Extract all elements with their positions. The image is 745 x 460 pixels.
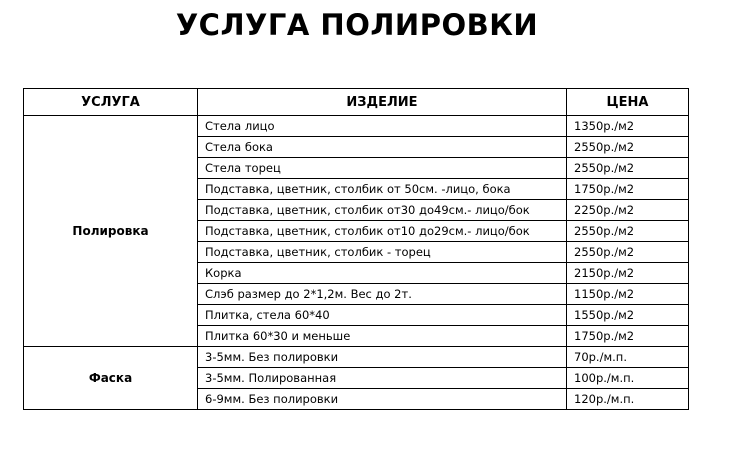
item-cell: Плитка, стела 60*40 <box>198 305 567 326</box>
price-cell: 1750р./м2 <box>567 179 689 200</box>
price-cell: 2550р./м2 <box>567 242 689 263</box>
price-cell: 70р./м.п. <box>567 347 689 368</box>
header-service: УСЛУГА <box>24 89 198 116</box>
item-cell: Подставка, цветник, столбик - торец <box>198 242 567 263</box>
item-cell: Корка <box>198 263 567 284</box>
price-cell: 1350р./м2 <box>567 116 689 137</box>
item-cell: Подставка, цветник, столбик от 50см. -лицо, бока <box>198 179 567 200</box>
price-cell: 100р./м.п. <box>567 368 689 389</box>
page-title: УСЛУГА ПОЛИРОВКИ <box>175 8 539 42</box>
table-row <box>24 116 689 137</box>
header-item: ИЗДЕЛИЕ <box>198 89 567 116</box>
price-cell: 1750р./м2 <box>567 326 689 347</box>
item-cell: Стела бока <box>198 137 567 158</box>
service-name-cell: Полировка <box>24 116 198 347</box>
item-cell: Подставка, цветник, столбик от30 до49см.- лицо/бок <box>198 200 567 221</box>
item-cell: Слэб размер до 2*1,2м. Вес до 2т. <box>198 284 567 305</box>
price-cell: 2250р./м2 <box>567 200 689 221</box>
price-cell: 120р./м.п. <box>567 389 689 410</box>
price-table-body <box>24 116 689 410</box>
price-cell: 1150р./м2 <box>567 284 689 305</box>
header-row <box>24 89 689 116</box>
item-cell: Стела торец <box>198 158 567 179</box>
item-cell: 3-5мм. Полированная <box>198 368 567 389</box>
table-row <box>24 347 689 368</box>
price-cell: 2550р./м2 <box>567 158 689 179</box>
header-price: ЦЕНА <box>567 89 689 116</box>
price-table <box>23 88 689 410</box>
item-cell: Плитка 60*30 и меньше <box>198 326 567 347</box>
service-name-cell: Фаска <box>24 347 198 410</box>
item-cell: 6-9мм. Без полировки <box>198 389 567 410</box>
item-cell: Стела лицо <box>198 116 567 137</box>
price-cell: 2550р./м2 <box>567 221 689 242</box>
price-cell: 2550р./м2 <box>567 137 689 158</box>
item-cell: Подставка, цветник, столбик от10 до29см.- лицо/бок <box>198 221 567 242</box>
price-cell: 2150р./м2 <box>567 263 689 284</box>
item-cell: 3-5мм. Без полировки <box>198 347 567 368</box>
price-cell: 1550р./м2 <box>567 305 689 326</box>
